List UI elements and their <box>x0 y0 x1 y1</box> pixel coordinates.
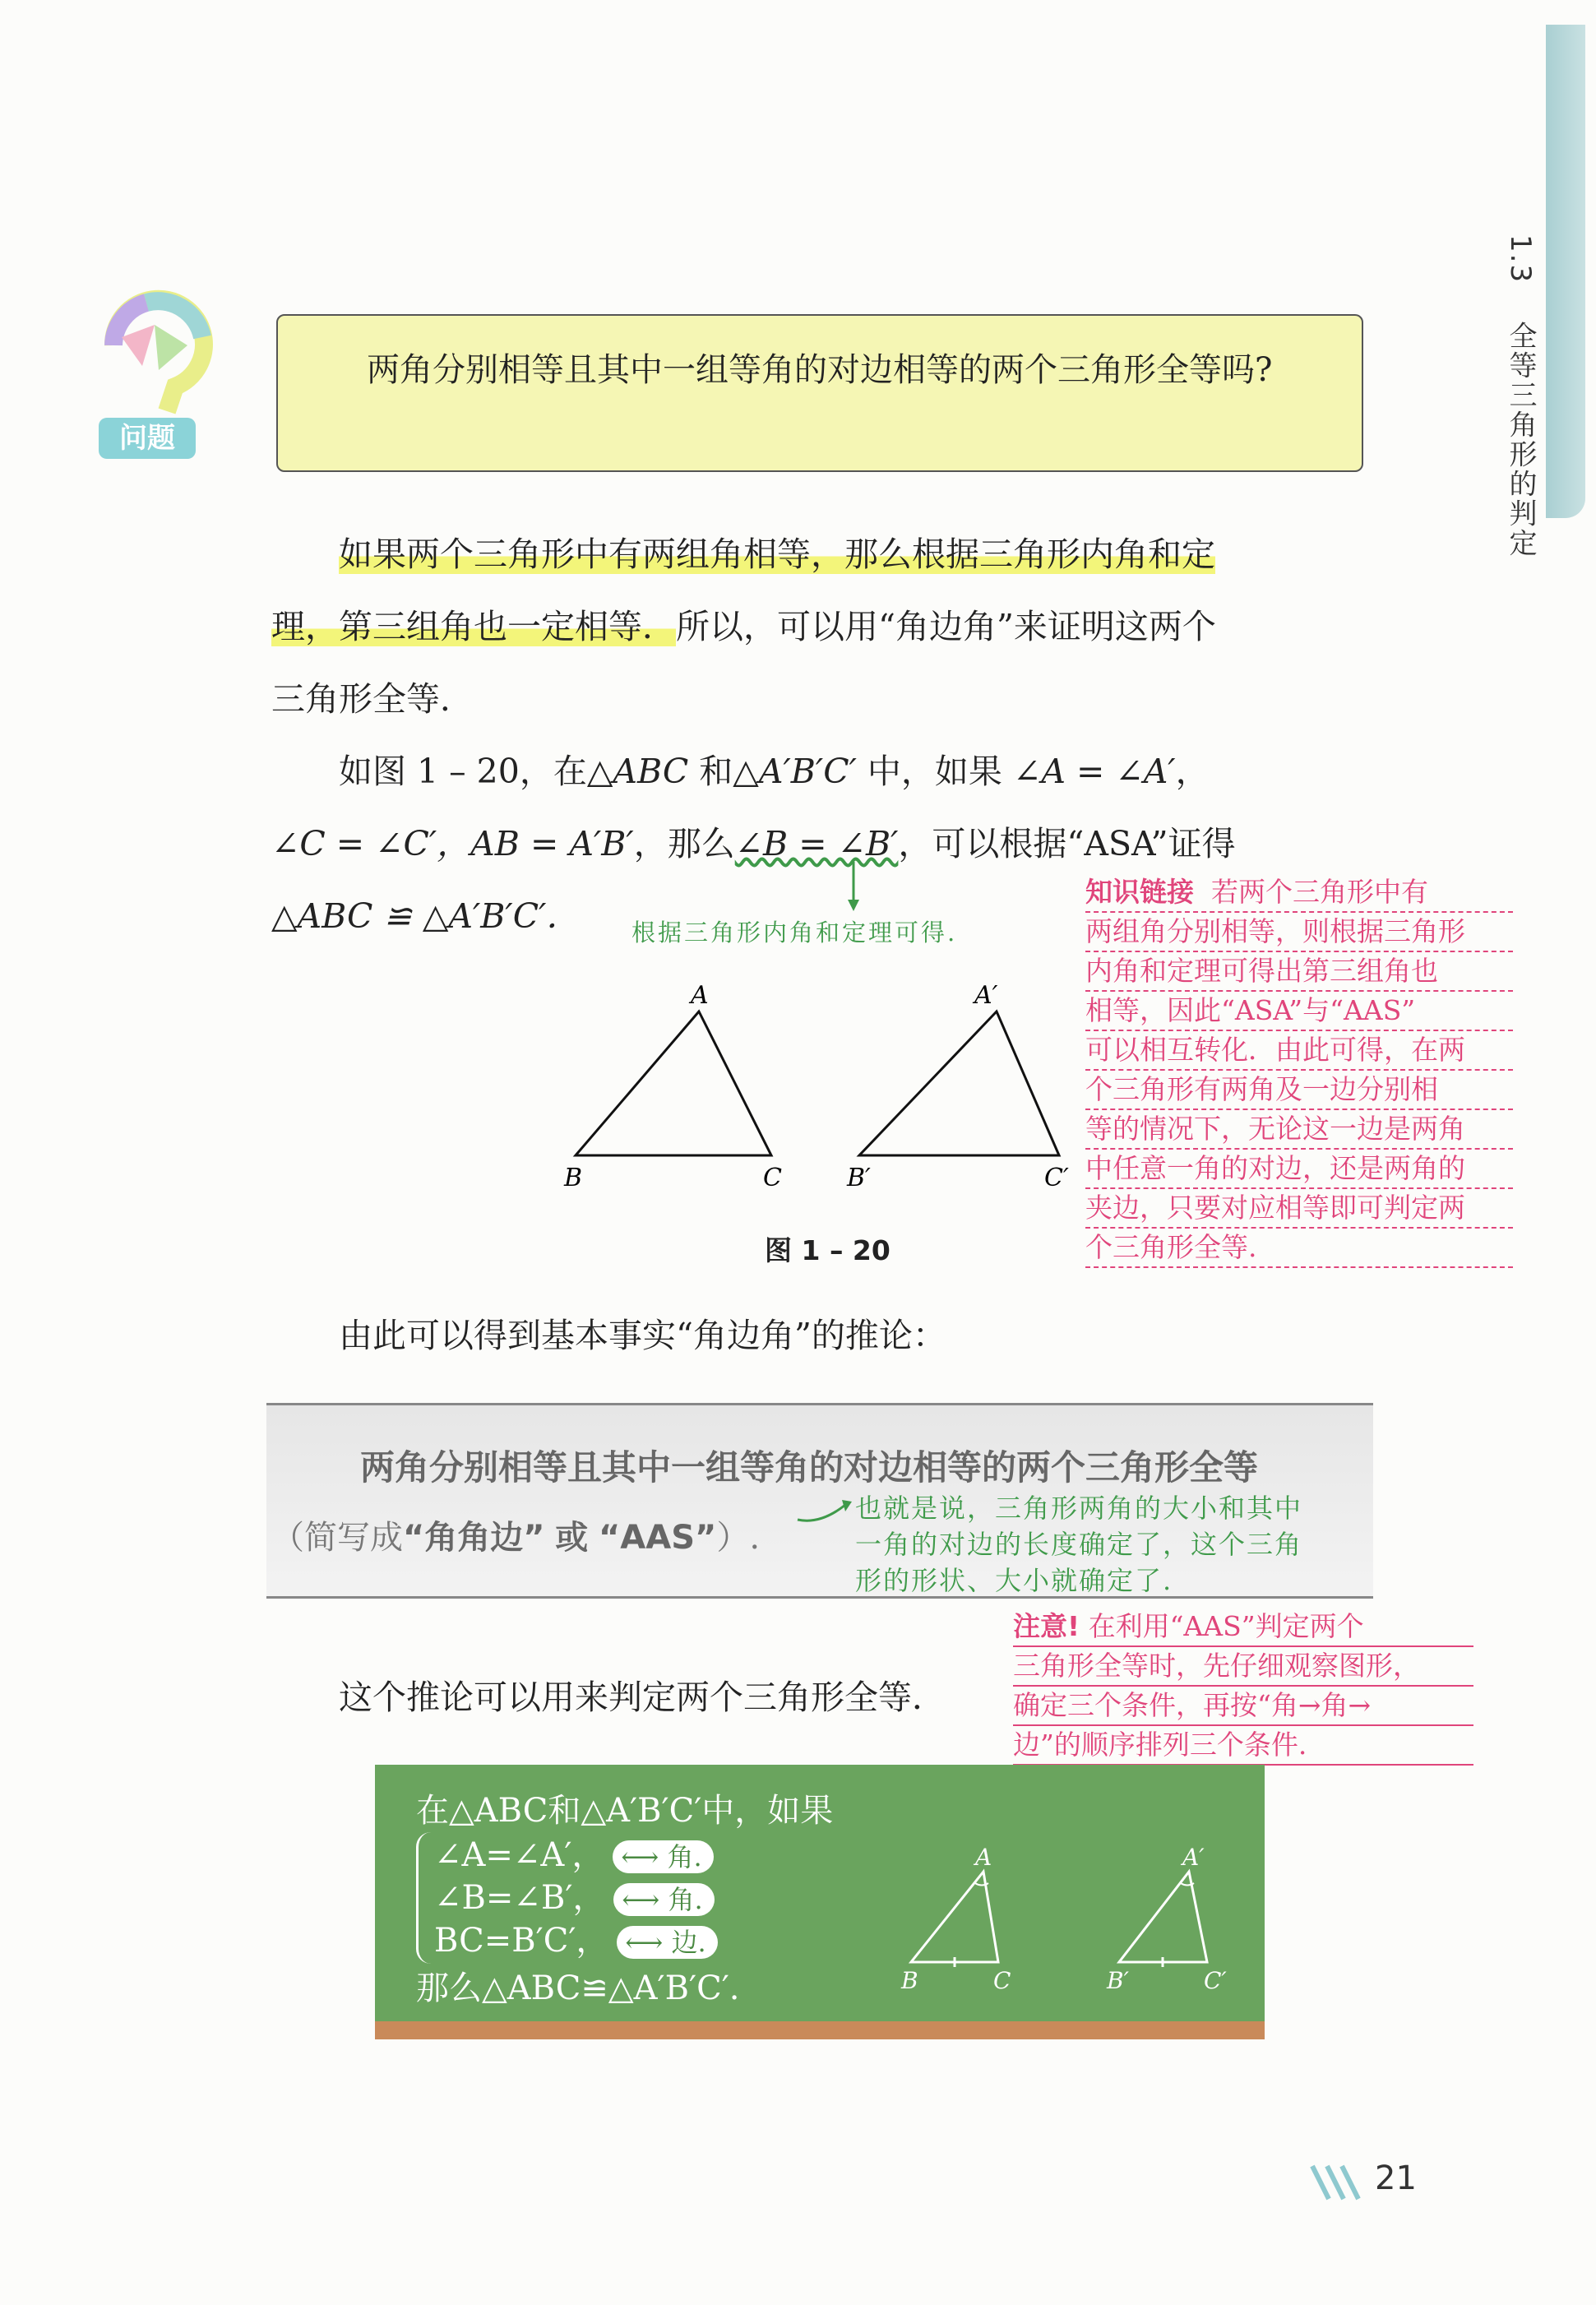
green-note-1: 根据三角形内角和定理可得. <box>631 919 958 947</box>
note-line: 形的形状、大小就确定了. <box>855 1565 1173 1596</box>
note-line: 相等，因此“ASA”与“AAS” <box>1085 992 1513 1031</box>
theorem-subtitle <box>271 1511 760 1558</box>
label-a: A <box>691 981 709 1010</box>
board-label-a: A <box>975 1844 992 1871</box>
label-b: B <box>564 1164 583 1192</box>
note-line: 可以相互转化．由此可得，在两 <box>1085 1031 1513 1071</box>
p2-text: ，那么 <box>633 824 735 863</box>
board-pill: ⟷ 角. <box>613 1840 713 1873</box>
board-cond-text: ∠A=∠A′， <box>434 1836 605 1874</box>
board-line-1: 在△ABC和△A′B′C′中，如果 <box>416 1792 834 1830</box>
arrow-icon <box>796 1495 855 1528</box>
board-figure <box>877 1839 1247 1995</box>
board-label-b: B <box>901 1967 918 1994</box>
highlight-2: 理，第三组角也一定相等． <box>271 607 676 646</box>
note-line: 中任意一角的对边，还是两角的 <box>1085 1150 1513 1189</box>
p2-text: ， <box>1175 752 1210 791</box>
p2-a2: A′ <box>1143 752 1176 791</box>
theorem-sub-text: （简写成 <box>271 1519 403 1557</box>
triangle-abc-prime <box>859 1011 1059 1155</box>
knowledge-link-note <box>1085 873 1513 1268</box>
board-cond-3 <box>434 1914 718 1961</box>
paragraph-3: 由此可以得到基本事实“角边角”的推论： <box>339 1316 946 1355</box>
label-a-prime: A′ <box>974 981 998 1010</box>
green-note-2 <box>855 1490 1365 1599</box>
theorem-sub-or: 或 <box>555 1519 589 1557</box>
p2-text: ，可以根据“ASA”证得 <box>898 824 1236 863</box>
note-line: 三角形全等时，先仔细观察图形， <box>1013 1647 1473 1687</box>
paragraph-1 <box>271 518 1378 735</box>
p2-congruence: △ABC ≌ △A′B′C′． <box>271 896 581 936</box>
triangle-abc <box>576 1011 771 1155</box>
question-badge: 问题 <box>99 418 196 459</box>
note-line: 在利用“AAS”判定两个 <box>1088 1610 1364 1642</box>
board-cond-text: BC=B′C′， <box>434 1922 609 1960</box>
highlight-1: 如果两个三角形中有两组角相等，那么根据三角形内角和定 <box>339 535 1215 574</box>
side-section-label <box>1495 234 1541 558</box>
p2-text: 如图 1 – 20，在△ <box>339 752 613 791</box>
p2-abc: ABC <box>613 752 689 791</box>
note-line: 夹边，只要对应相等即可判定两 <box>1085 1189 1513 1229</box>
p2-text: 和△ <box>688 752 759 791</box>
board-cond-1 <box>434 1829 714 1876</box>
p2-angle-b: ∠B = ∠B′ <box>734 824 899 863</box>
board-pill: ⟷ 边. <box>617 1926 717 1959</box>
paragraph-4: 这个推论可以用来判定两个三角形全等． <box>339 1678 946 1717</box>
theorem-sub-aas: “AAS” <box>599 1519 717 1557</box>
board-cond-2 <box>434 1872 715 1919</box>
p2-abc2: A′B′C′ <box>758 752 857 791</box>
board-cond-text: ∠B=∠B′， <box>434 1879 606 1917</box>
label-c-prime: C′ <box>1044 1164 1069 1192</box>
note-line: 也就是说，三角形两角的大小和其中 <box>855 1493 1303 1524</box>
attention-tag: 注意 <box>1013 1610 1067 1642</box>
side-section-number: 1.3 <box>1504 234 1537 285</box>
figure-caption: 图 1 – 20 <box>765 1234 891 1266</box>
arrow-icon <box>845 862 862 913</box>
paragraph-1-end: 三角形全等． <box>271 679 474 719</box>
note-line: 若两个三角形中有 <box>1210 876 1428 908</box>
label-c: C <box>763 1164 782 1192</box>
board-label-b-prime: B′ <box>1107 1967 1129 1994</box>
theorem-sub-end: ）. <box>716 1519 761 1557</box>
p2-equalities: ∠C = ∠C′，AB = A′B′ <box>271 824 634 863</box>
note-line: 一角的对边的长度确定了，这个三角 <box>855 1529 1303 1560</box>
board-label-a-prime: A′ <box>1182 1844 1205 1871</box>
p2-text: = ∠ <box>1065 752 1144 791</box>
note-line: 等的情况下，无论这一边是两角 <box>1085 1110 1513 1150</box>
board-pill-text: 角. <box>667 1841 702 1872</box>
board-line-5: 那么△ABC≌△A′B′C′. <box>416 1969 740 2007</box>
p2-a: A <box>1041 752 1066 791</box>
note-line: 边”的顺序排列三个条件. <box>1013 1726 1473 1766</box>
board-pill-text: 边. <box>671 1927 706 1958</box>
p2-text: 中，如果 ∠ <box>856 752 1042 791</box>
side-section-title: 全等三角形的判定 <box>1504 321 1537 558</box>
example-board <box>375 1765 1265 2039</box>
theorem-sub-jjb: “角角边” <box>403 1519 545 1557</box>
board-pill: ⟷ 角. <box>613 1883 714 1916</box>
chapter-side-tab <box>1546 25 1585 518</box>
note-line: 两组角分别相等，则根据三角形 <box>1085 913 1513 952</box>
question-box: 两角分别相等且其中一组等角的对边相等的两个三角形全等吗? <box>276 314 1363 472</box>
figure-triangles <box>543 979 1085 1201</box>
note-line: 个三角形有两角及一边分别相 <box>1085 1071 1513 1110</box>
page-deco-icon <box>1307 2163 1373 2204</box>
note-line: 确定三个条件，再按“角→角→ <box>1013 1687 1473 1726</box>
board-label-c: C <box>993 1967 1011 1994</box>
label-b-prime: B′ <box>847 1164 871 1192</box>
knowledge-link-tag: 知识链接 <box>1085 876 1194 908</box>
note-line: 个三角形全等. <box>1085 1229 1513 1268</box>
page-number: 21 <box>1375 2159 1417 2197</box>
attention-note: 注意! 在利用“AAS”判定两个 三角形全等时，先仔细观察图形， 确定三个条件，再按“角→角→ 边”的顺序排列三个条件. <box>1013 1608 1473 1766</box>
note-line: 内角和定理可得出第三组角也 <box>1085 952 1513 992</box>
paragraph-1-rest: 所以，可以用“角边角”来证明这两个 <box>676 607 1216 646</box>
board-pill-text: 角. <box>668 1884 703 1915</box>
board-label-c-prime: C′ <box>1204 1967 1227 1994</box>
theorem-title: 两角分别相等且其中一组等角的对边相等的两个三角形全等 <box>360 1447 1259 1488</box>
